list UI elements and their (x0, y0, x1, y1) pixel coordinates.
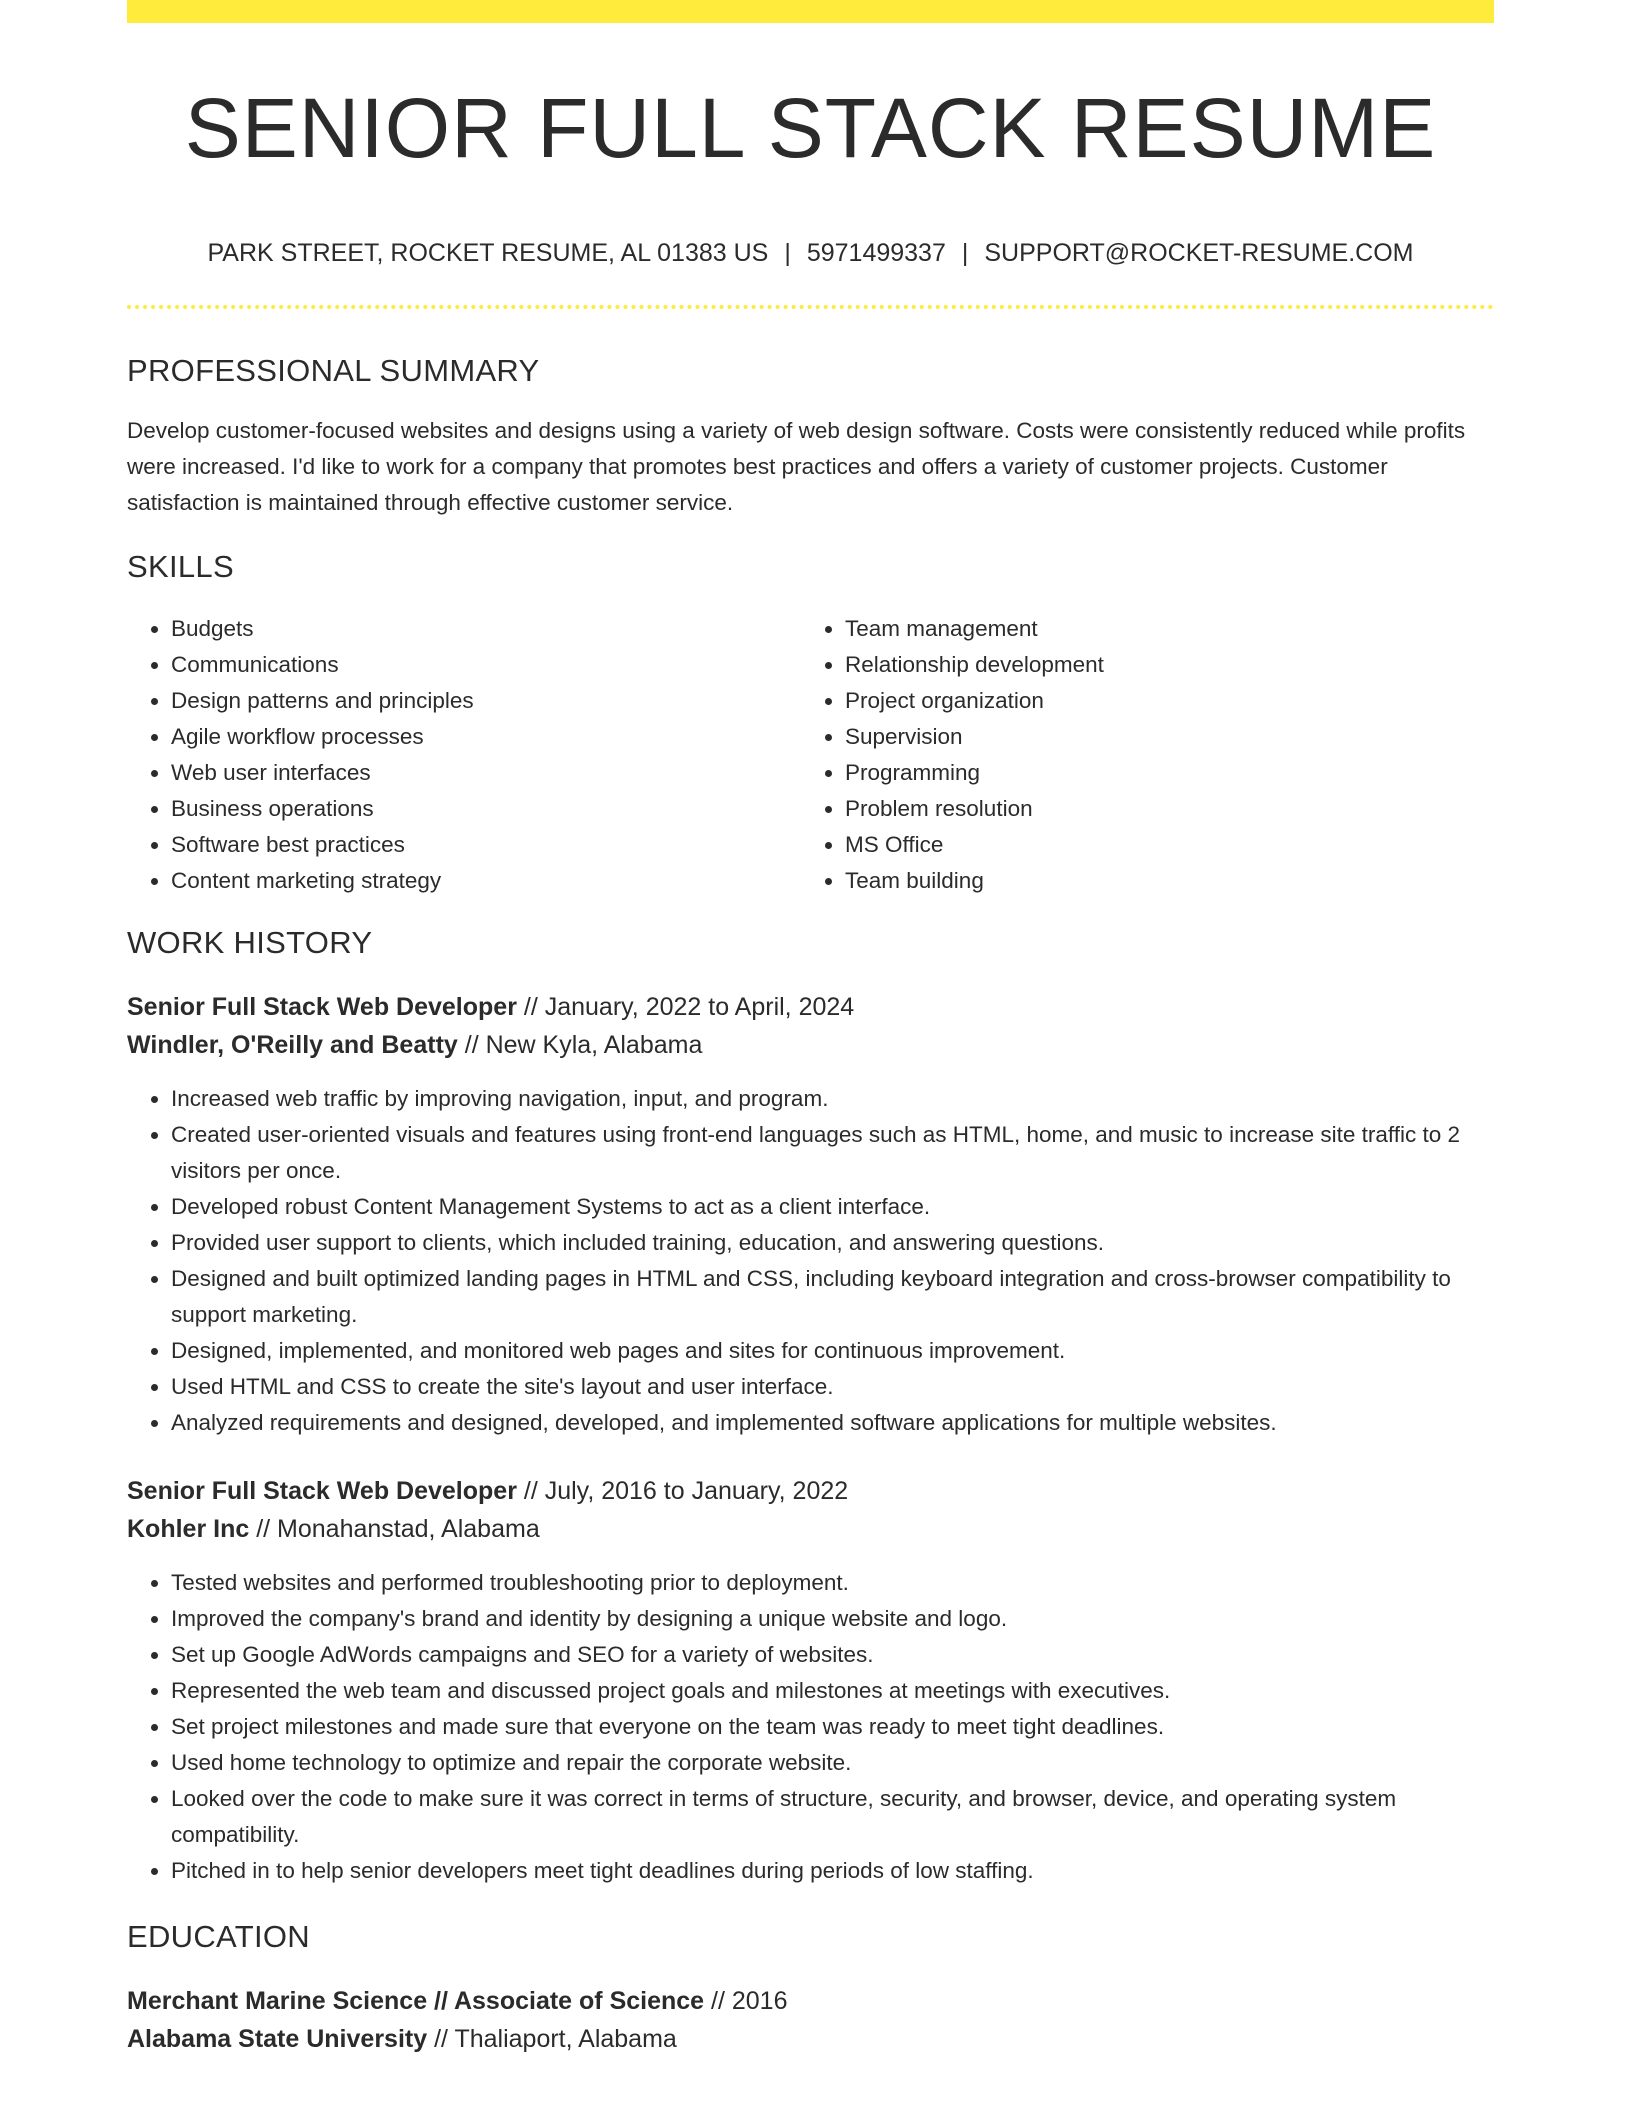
job-bullet: • Tested websites and performed troubleshooting prior to deployment. (171, 1565, 1494, 1601)
skills-column-left (127, 611, 801, 899)
skill-item: • Communications (171, 647, 801, 683)
skill-item: • Software best practices (171, 827, 801, 863)
contact-separator: | (961, 239, 969, 267)
work-history-heading: WORK HISTORY (127, 925, 373, 960)
skill-item: • Relationship development (845, 647, 1475, 683)
summary-text: Develop customer-focused websites and designs using a variety of web design software. Costs were consistently reduced while profits were increased. I'd like to work for a company that promotes best practices and offers a variety of customer projects. Customer satisfaction is maintained through effective customer service. (127, 418, 1466, 515)
summary-heading: PROFESSIONAL SUMMARY (127, 353, 540, 388)
job-bullet: • Created user-oriented visuals and features using front-end languages such as HTML, home, and music to increase site traffic to 2 visitors per once. (171, 1117, 1494, 1189)
skills-list (127, 611, 1494, 899)
contact-email: SUPPORT@ROCKET-RESUME.COM (984, 239, 1414, 267)
contact-address: PARK STREET, ROCKET RESUME, AL 01383 US (207, 239, 769, 267)
education-degree: Merchant Marine Science // Associate of Science (127, 1987, 705, 2015)
job-title-line (127, 988, 1494, 1026)
job-2-bullets (127, 1565, 1494, 1889)
resume-title: SENIOR FULL STACK RESUME (184, 81, 1437, 175)
job-company: Windler, O'Reilly and Beatty (127, 1031, 458, 1059)
job-bullet: • Set project milestones and made sure that everyone on the team was ready to meet tight deadlines. (171, 1709, 1494, 1745)
skills-column-right (801, 611, 1475, 899)
job-company-line (127, 1510, 1494, 1548)
education-heading: EDUCATION (127, 1919, 310, 1954)
contact-line (127, 236, 1494, 270)
job-role: Senior Full Stack Web Developer (127, 1477, 517, 1505)
contact-phone: 5971499337 (806, 239, 946, 267)
job-company: Kohler Inc (127, 1515, 250, 1543)
skill-item: • Content marketing strategy (171, 863, 801, 899)
contact-separator: | (784, 239, 791, 267)
job-title-line (127, 1472, 1494, 1510)
job-bullet: • Set up Google AdWords campaigns and SEO for a variety of websites. (171, 1637, 1494, 1673)
skills-heading: SKILLS (127, 549, 234, 584)
education-location: // Thaliaport, Alabama (427, 2025, 677, 2053)
skill-item: • MS Office (845, 827, 1475, 863)
skill-item: • Supervision (845, 719, 1475, 755)
job-location: // New Kyla, Alabama (457, 1031, 703, 1059)
skill-item: • Project organization (845, 683, 1475, 719)
job-bullet-list (127, 1081, 1494, 1441)
skill-item: • Team building (845, 863, 1475, 899)
skill-item: • Web user interfaces (171, 755, 801, 791)
job-2-header (127, 1472, 1494, 1548)
education-degree-line (127, 1982, 1494, 2020)
job-bullet: • Developed robust Content Management Systems to act as a client interface. (171, 1189, 1494, 1225)
job-1-bullets (127, 1081, 1494, 1441)
education-school-line (127, 2020, 1494, 2058)
skill-item-list (801, 611, 1475, 899)
skill-item: • Team management (845, 611, 1475, 647)
job-bullet: • Increased web traffic by improving navigation, input, and program. (171, 1081, 1494, 1117)
education-school: Alabama State University (127, 2025, 428, 2053)
job-bullet: • Analyzed requirements and designed, developed, and implemented software applications for multiple websites. (171, 1405, 1494, 1441)
skill-item: • Problem resolution (845, 791, 1475, 827)
job-1-header (127, 988, 1494, 1064)
job-bullet: • Improved the company's brand and identity by designing a unique website and logo. (171, 1601, 1494, 1637)
job-bullet: • Used home technology to optimize and repair the corporate website. (171, 1745, 1494, 1781)
education-entry (127, 1982, 1494, 2058)
job-dates: // July, 2016 to January, 2022 (516, 1477, 849, 1505)
job-dates: // January, 2022 to April, 2024 (516, 993, 855, 1021)
education-year: // 2016 (704, 1987, 788, 2015)
accent-top-bar (127, 0, 1494, 23)
job-company-line (127, 1026, 1494, 1064)
job-bullet: • Represented the web team and discussed project goals and milestones at meetings with executives. (171, 1673, 1494, 1709)
job-bullet: • Designed and built optimized landing pages in HTML and CSS, including keyboard integration and cross-browser compatibility to support marketing. (171, 1261, 1494, 1333)
job-bullet: • Pitched in to help senior developers meet tight deadlines during periods of low staffing. (171, 1853, 1494, 1889)
job-location: // Monahanstad, Alabama (249, 1515, 540, 1543)
job-bullet: • Used HTML and CSS to create the site's layout and user interface. (171, 1369, 1494, 1405)
skill-item: • Programming (845, 755, 1475, 791)
job-bullet: • Designed, implemented, and monitored web pages and sites for continuous improvement. (171, 1333, 1494, 1369)
job-role: Senior Full Stack Web Developer (127, 993, 517, 1021)
skill-item: • Budgets (171, 611, 801, 647)
job-bullet: • Provided user support to clients, which included training, education, and answering questions. (171, 1225, 1494, 1261)
job-bullet-list (127, 1565, 1494, 1889)
dotted-divider (127, 305, 1494, 309)
skill-item-list (127, 611, 801, 899)
skill-item: • Design patterns and principles (171, 683, 801, 719)
job-bullet: • Looked over the code to make sure it was correct in terms of structure, security, and browser, device, and operating system compatibility. (171, 1781, 1494, 1853)
skill-item: • Agile workflow processes (171, 719, 801, 755)
skill-item: • Business operations (171, 791, 801, 827)
